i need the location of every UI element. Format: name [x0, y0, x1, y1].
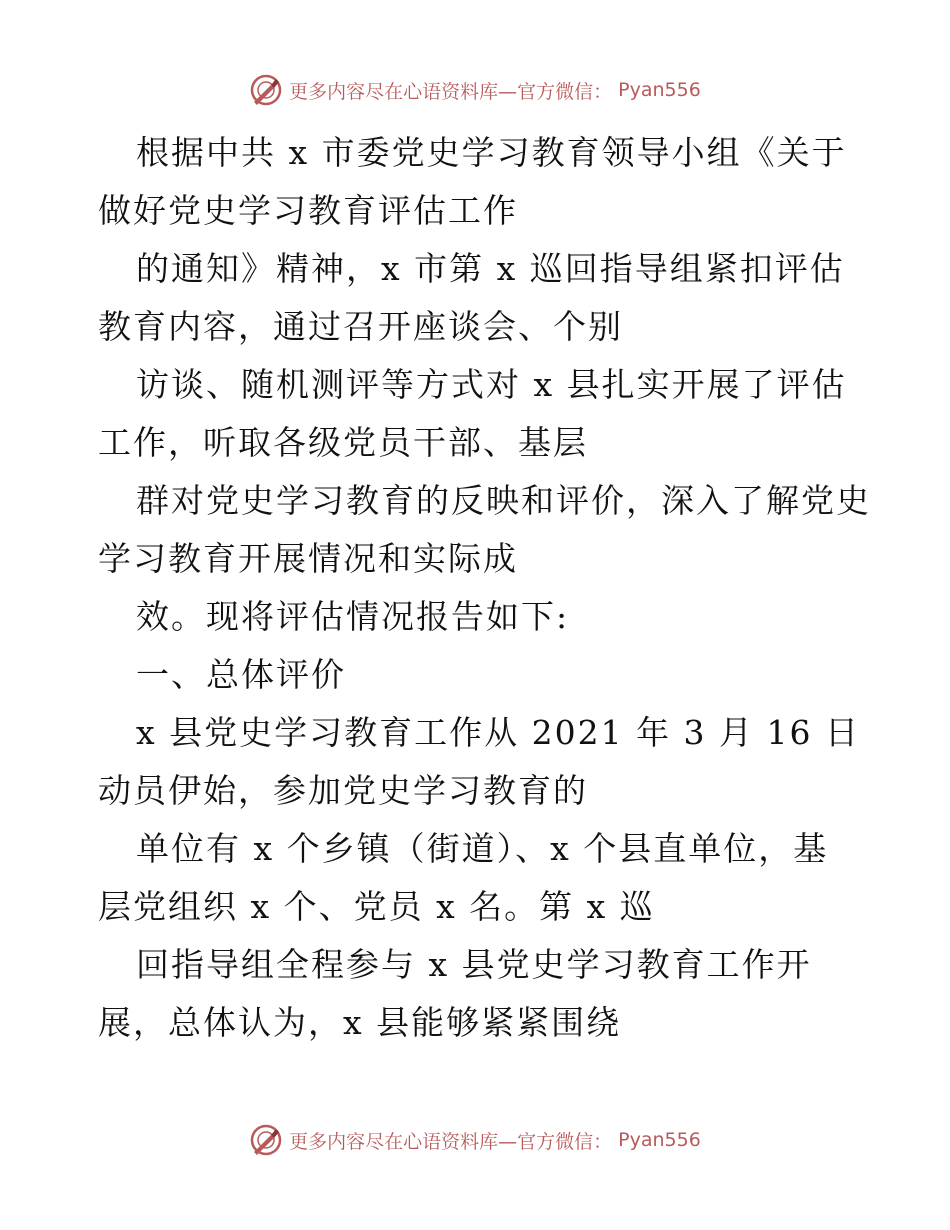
- body-line: x 县党史学习教育工作从 2021 年 3 月 16 日: [136, 713, 861, 752]
- body-line: 根据中共 x 市委党史学习教育领导小组《关于: [136, 133, 847, 172]
- footer-watermark: [0, 1120, 950, 1160]
- watermark-text: 更多内容尽在心语资料库—官方微信：: [289, 80, 613, 103]
- watermark-text: 更多内容尽在心语资料库—官方微信：: [289, 1130, 613, 1153]
- body-line: 教育内容，通过召开座谈会、个别: [98, 307, 623, 346]
- pen-logo-icon: [249, 73, 283, 107]
- body-line: 效。现将评估情况报告如下:: [136, 597, 570, 636]
- section-heading: 一、总体评价: [136, 655, 346, 694]
- body-line: 回指导组全程参与 x 县党史学习教育工作开: [136, 945, 812, 984]
- body-line: 动员伊始，参加党史学习教育的: [98, 771, 588, 810]
- body-line: 访谈、随机测评等方式对 x 县扎实开展了评估: [136, 365, 847, 404]
- body-line: 单位有 x 个乡镇（街道）、x 个县直单位，基: [136, 829, 829, 868]
- body-line: 展，总体认为，x 县能够紧紧围绕: [98, 1003, 622, 1042]
- body-line: 学习教育开展情况和实际成: [98, 539, 518, 578]
- pen-logo-icon: [249, 1123, 283, 1157]
- body-line: 群对党史学习教育的反映和评价，深入了解党史: [136, 481, 871, 520]
- body-line: 工作，听取各级党员干部、基层: [98, 423, 588, 462]
- watermark-contact: Pyan556: [618, 79, 701, 101]
- body-line: 做好党史学习教育评估工作: [98, 191, 518, 230]
- watermark-contact: Pyan556: [618, 1129, 701, 1151]
- document-body: [98, 124, 871, 1052]
- body-line: 层党组织 x 个、党员 x 名。第 x 巡: [98, 887, 655, 926]
- body-line: 的通知》精神，x 市第 x 巡回指导组紧扣评估: [136, 249, 845, 288]
- header-watermark: [0, 70, 950, 110]
